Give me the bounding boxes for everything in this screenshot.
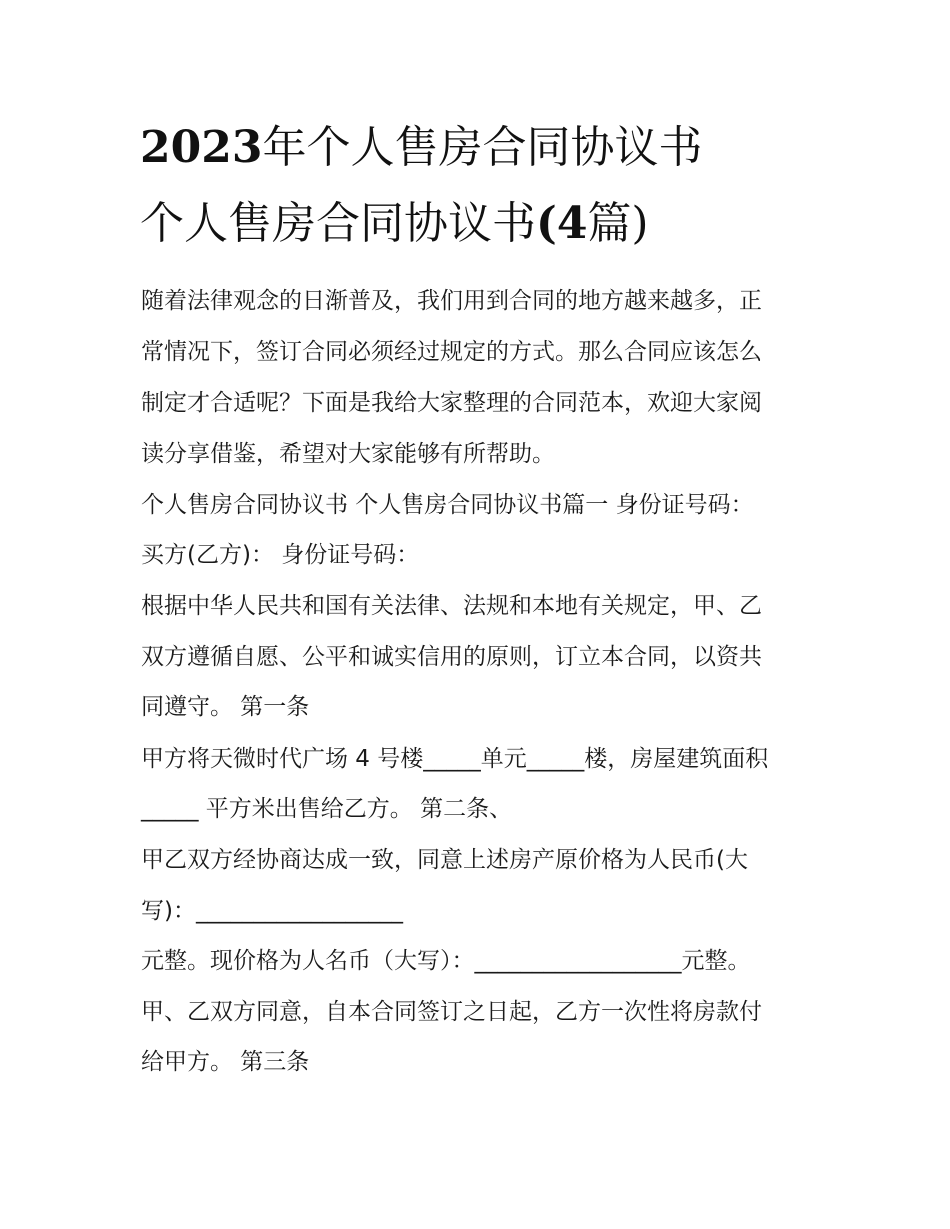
body-line: 甲、乙双方同意，自本合同签订之日起，乙方一次性将房款付 <box>141 999 762 1025</box>
title-year: 2023 <box>140 122 263 173</box>
body-line: 甲乙双方经协商达成一致，同意上述房产原价格为人民币(大 <box>141 847 748 873</box>
body-line: 根据中华人民共和国有关法律、法规和本地有关规定，甲、乙 <box>141 593 762 619</box>
body-line: 给甲方。 第三条 <box>141 1049 310 1075</box>
body-line: _____ 平方米出售给乙方。 第二条、 <box>141 796 513 822</box>
document-title-line-2 <box>140 198 840 250</box>
body-line: 个人售房合同协议书 个人售房合同协议书篇一 身份证号码： <box>141 492 754 518</box>
body-line: 双方遵循自愿、公平和诚实信用的原则，订立本合同，以资共 <box>141 644 762 670</box>
document-title-line-1 <box>140 122 840 174</box>
title-text-1: 年个人售房合同协议书 <box>262 122 703 173</box>
body-line: 甲方将天微时代广场 4 号楼_____单元_____楼，房屋建筑面积 <box>141 746 769 772</box>
body-line: 常情况下，签订合同必须经过规定的方式。那么合同应该怎么 <box>141 339 762 365</box>
title-count: (4 <box>536 198 588 249</box>
title-text-2: 个人售房合同协议书 <box>140 198 536 249</box>
body-line: 读分享借鉴，希望对大家能够有所帮助。 <box>141 441 555 467</box>
body-line: 同遵守。 第一条 <box>141 694 310 720</box>
body-line: 元整。现价格为人名币（大写）：__________________元整。 <box>141 948 751 974</box>
body-line: 写)：__________________ <box>141 898 403 924</box>
body-line: 制定才合适呢？下面是我给大家整理的合同范本，欢迎大家阅 <box>141 390 762 416</box>
body-line: 买方(乙方)： 身份证号码： <box>141 542 420 568</box>
title-end: 篇) <box>587 198 649 249</box>
body-line: 随着法律观念的日渐普及，我们用到合同的地方越来越多，正 <box>141 288 762 314</box>
